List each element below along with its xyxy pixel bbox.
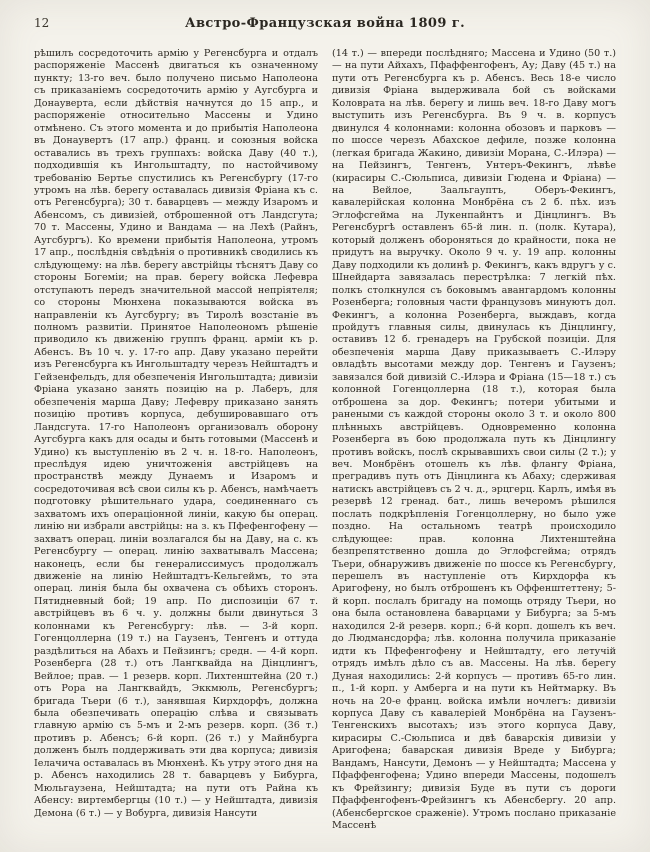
text-columns bbox=[0, 40, 650, 844]
page-header bbox=[0, 0, 650, 40]
right-column-text: (14 т.) — впереди послѣдняго; Массена и Удино (50 т.) — на пути Айхахъ, Пфаффенгофенъ, Ау; Даву (45 т.) на пути отъ Регенсбурга къ р. Абенсъ. Весь 18-е число дивизія Фріана выдерживала бой съ войсками Коловрата на лѣв. берегу и лишь веч. 18-го Даву могъ выступить изъ Регенсбурга. Въ 9 ч. в. корпусъ двинулся 4 колоннами: колонна обозовъ и парковъ — по шоссе черезъ Абахское дефиле, позже колонна (легкая бригада Жакино, дивизіи Морана, С.-Илэра) — на Пейзингъ, Тенгенъ, Унтеръ-Фекингъ, лѣвѣе (кирасиры С.-Сюльписа, дивизіи Гюдена и Фріана) — на Вейлое, Заальгауптъ, Оберъ-Фекингъ, кавалерійская колонна Монбрёна съ 2 б. пѣх. изъ Эглофсгейма на Лукенпайнтъ и Дінцлингъ. Въ Регенсбургѣ оставленъ 65-й лин. п. (полк. Кутара), который долженъ обороняться до крайности, пока не придутъ на выручку. Около 9 ч. у. 19 апр. колонны Даву подходили къ долинѣ р. Фекингъ, какъ вдругъ у с. Шнейдарта завязалась перестрѣлка: 7 легкій пѣх. полкъ столкнулся съ боковымъ авангардомъ колонны Розенберга; головныя части французовъ минуютъ дол. Фекингъ, а колонна Розенберга, выждавъ, когда пройдутъ главныя силы, двинулась къ Дінцлингу, оставивъ 12 б. гренадеръ на Грубской позиціи. Для обезпеченія марша Даву приказываетъ С.-Илэру овладѣть высотами между дор. Тенгенъ и Гаузенъ; завязался бой дивизій С.-Илэра и Фріана (15—18 т.) съ колонной Гогенцоллерна (18 т.), которая была отброшена за дор. Фекингъ; потери убитыми и ранеными съ каждой стороны около 3 т. и около 800 плѣнныхъ австрійцевъ. Одновременно колонна Розенберга въ бою продолжала путь къ Дінцлингу противъ войскъ, послѣ скрывавшихъ свои силы (2 т.); у веч. Монбрёнъ отошелъ къ лѣв. флангу Фріана, преградивъ путь отъ Дінцлинга къ Абаху; сдерживая натискъ австрійцевъ съ 2 ч. д., эрцгерц. Карлъ, имѣя въ резервѣ 12 гренад. бат., лишь вечеромъ рѣшился послать подкрѣпленія Гогенцоллерну, но было уже поздно. На остальномъ театрѣ происходило слѣдующее: прав. колонна Лихтенштейна безпрепятственно дошла до Эглофсгейма; отрядъ Тьери, обнаруживъ движеніе по шоссе къ Регенсбургу, перешелъ въ наступленіе отъ Кирхдорфа къ Аригофену, но былъ отброшенъ къ Оффенштеттену; 5-й корп. послалъ бригаду на помощь отряду Тьери, но она была остановлена баварцами у Бибурга; за 5-мъ находился 2-й резерв. корп.; 6-й корп. дошелъ къ веч. до Людмансдорфа; лѣв. колонна получила приказаніе идти къ Пфефенгофену и Нейштадту, его летучій отрядъ имѣлъ дѣло съ ав. Массены. На лѣв. берегу Дуная находились: 2-й корпусъ — противъ 65-го лин. п., 1-й корп. у Амберга и на пути къ Нейтмарку. Въ ночь на 20-е франц. войска имѣли ночлегъ: дивизіи корпуса Даву съ кавалеріей Монбрёна на Гаузенъ-Тенгенскихъ высотахъ; изъ этого корпуса Даву, кирасиры С.-Сюльписа и двѣ баварскія дивизіи у Аригофена; баварская дивизія Вреде у Бибурга; Вандамъ, Нансути, Демонъ — у Нейштадта; Массена у Пфаффенгофена; Удино впереди Массены, подошелъ къ Фрейзингу; дивизія Буде въ пути съ дороги Пфаффенгофенъ-Фрейзингъ къ Абенсбергу. 20 апр. (Абенсбергское сраженіе). Утромъ послано приказаніе Массенѣ bbox=[332, 48, 616, 832]
page-number: 12 bbox=[34, 16, 50, 30]
page-title: Австро-Французская война 1809 г. bbox=[185, 16, 465, 31]
left-column-text: рѣшилъ сосредоточить армію у Регенсбурга и отдалъ распоряженіе Массенѣ двигаться къ означенному пункту; 13-го веч. было получено письмо Наполеона съ приказаніемъ сосредоточить армію у Аугсбурга и Донауверта, если дѣйствія начнутся до 15 апр., и распоряженіе относительно Массены и Удино отмѣнено. Съ этого момента и до прибытія Наполеона въ Донаувертъ (17 апр.) франц. и союзныя войска оставались въ трехъ группахъ: войска Даву (40 т.), подходившія къ Ингольштадту, по настойчивому требованію Бертье спустились къ Регенсбургу (17-го утромъ на лѣв. берегу оставалась дивизія Фріана къ с. отъ Регенсбурга); 30 т. баварцевъ — между Изаромъ и Абенсомъ, съ дивизіей, отброшенной отъ Ландсгута; 70 т. Массены, Удино и Вандама — на Лехѣ (Райнъ, Аугсбургъ). Ко времени прибытія Наполеона, утромъ 17 апр., послѣднія свѣдѣнія о противникѣ сводились къ слѣдующему: на лѣв. берегу австрійцы тѣснятъ Даву со стороны Богеміи; на прав. берегу войска Лефевра отступаютъ передъ значительной массой непріятеля; со стороны Мюнхена показываются войска въ направленіи къ Аугсбургу; въ Тиролѣ возстаніе въ полномъ развитіи. Принятое Наполеономъ рѣшеніе приводило къ движенію группъ франц. арміи къ р. Абенсъ. Въ 10 ч. у. 17-го апр. Даву указано перейти изъ Регенсбурга къ Ингольштадту черезъ Нейштадтъ и Гейзенфельдъ, для обезпеченія Ингольштадта; дивизіи Фріана указано занять позицію на р. Лаберъ, для обезпеченія марша Даву; Лефевру приказано занять позицію противъ корпуса, дебушировавшаго отъ Ландсгута. 17-го Наполеонъ организовалъ оборону Аугсбурга какъ для осады и быть готовыми (Массенѣ и Удино) къ выступленію въ 2 ч. н. 18-го. Наполеонъ, преслѣдуя идею уничтоженія австрійцевъ на пространствѣ между Дунаемъ и Изаромъ и сосредоточивая всѣ свои силы къ р. Абенсъ, намѣчаетъ подготовку рѣшительнаго удара, соединеннаго съ захватомъ ихъ операціонной линіи, какую бы операц. линію ни избрали австрійцы: на з. къ Пфефенгофену — захватъ операц. линіи возлагался бы на Даву, на с. къ Регенсбургу — операц. линію захватывалъ Массена; наконецъ, если бы генералиссимусъ продолжалъ движеніе на линію Нейштадтъ-Кельгеймъ, то эта операц. линія была бы охвачена съ обѣихъ сторонъ. Пятидневный бой; 19 апр. По диспозиціи 67 т. австрійцевъ въ 6 ч. у. должны были двинуться 3 колоннами къ Регенсбургу: лѣв. — 3-й корп. Гогенцоллерна (19 т.) на Гаузенъ, Тенгенъ и оттуда раздѣлиться на Абахъ и Пейзингъ; средн. — 4-й корп. Розенберга (28 т.) отъ Лангквайда на Дінцлингъ, Вейлое; прав. — 1 резерв. корп. Лихтенштейна (20 т.) отъ Рора на Лангквайдъ, Эккмюль, Регенсбургъ; бригада Тьери (6 т.), занявшая Кирхдорфъ, должна была обезпечивать операцію слѣва и связывать главную армію съ 5-мъ и 2-мъ резерв. корп. (36 т.) противъ р. Абенсъ; 6-й корп. (26 т.) у Майнбурга долженъ былъ поддерживать эти два корпуса; дивизія Іелачича оставалась въ Мюнхенѣ. Къ утру этого дня на р. Абенсъ находились 28 т. баварцевъ у Бибурга, Мюльгаузена, Нейштадта; на пути отъ Райна къ Абенсу: виртембергцы (10 т.) — у Нейштадта, дивизія Демона (6 т.) — у Вобурга, дивизія Нансути bbox=[34, 48, 318, 819]
